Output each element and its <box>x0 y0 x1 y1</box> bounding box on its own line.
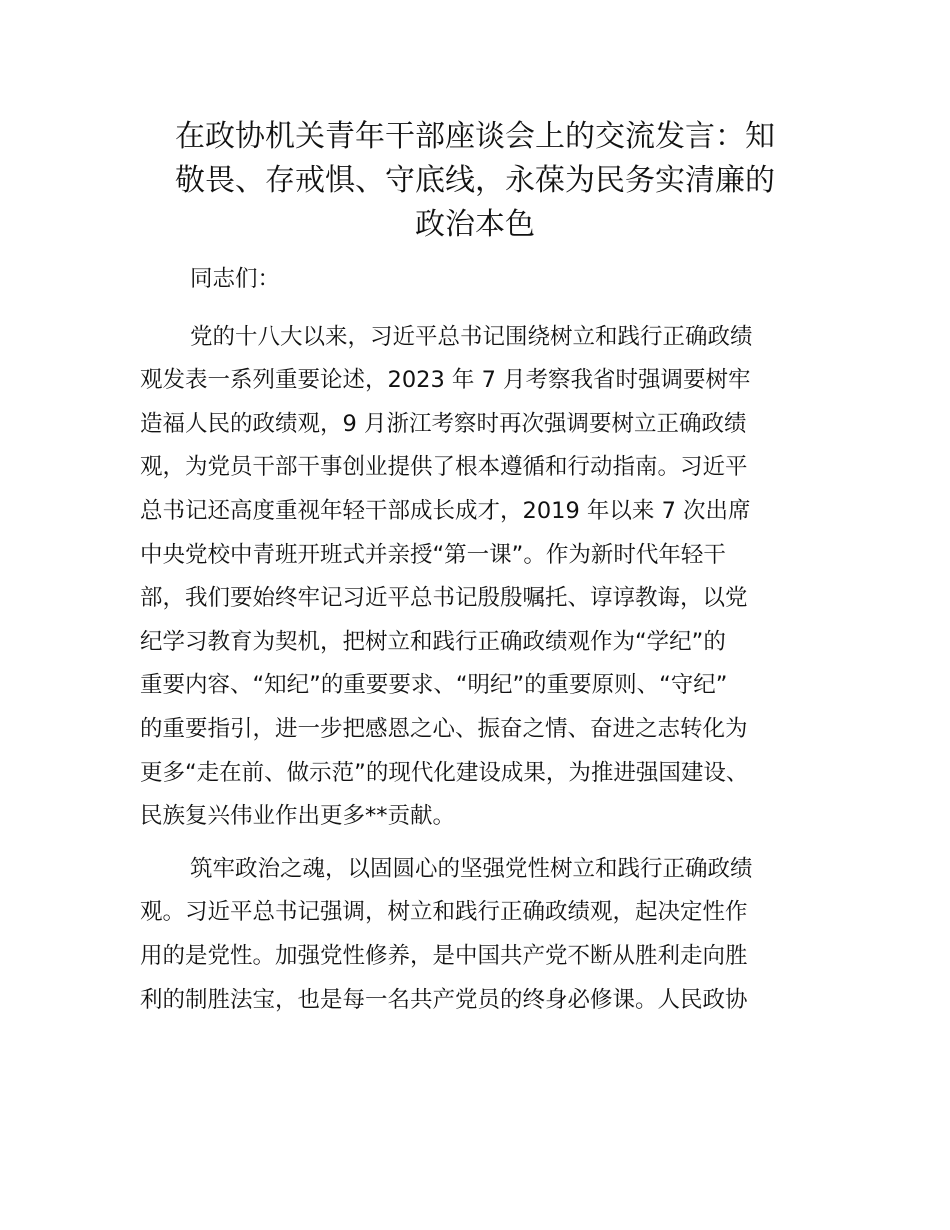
paragraph-line: 重要内容、“知纪”的重要要求、“明纪”的重要原则、“守纪” <box>140 672 728 699</box>
document-title <box>140 115 810 247</box>
title-line: 在政协机关青年干部座谈会上的交流发言：知 <box>175 119 775 154</box>
paragraph-line: 的重要指引，进一步把感恩之心、振奋之情、奋进之志转化为 <box>140 715 748 742</box>
paragraph-line: 民族复兴伟业作出更多**贡献。 <box>140 803 456 830</box>
paragraph-line: 纪学习教育为契机，把树立和践行正确政绩观作为“学纪”的 <box>140 628 726 655</box>
paragraph-2 <box>140 848 820 1022</box>
paragraph-line: 观，为党员干部干事创业提供了根本遵循和行动指南。习近平 <box>140 454 748 481</box>
paragraph-1 <box>140 316 820 839</box>
greeting-line: 同志们： <box>190 266 281 292</box>
paragraph-line: 造福人民的政绩观，9 月浙江考察时再次强调要树立正确政绩 <box>140 410 747 437</box>
paragraph-line: 更多“走在前、做示范”的现代化建设成果，为推进强国建设、 <box>140 759 749 786</box>
title-line: 敬畏、存戒惧、守底线，永葆为民务实清廉的 <box>175 163 775 198</box>
paragraph-line: 党的十八大以来，习近平总书记围绕树立和践行正确政绩 <box>190 323 753 350</box>
paragraph-line: 筑牢政治之魂，以固圆心的坚强党性树立和践行正确政绩 <box>190 855 753 882</box>
paragraph-line: 观发表一系列重要论述，2023 年 7 月考察我省时强调要树牢 <box>140 367 751 394</box>
paragraph-line: 部，我们要始终牢记习近平总书记殷殷嘱托、谆谆教诲，以党 <box>140 585 748 612</box>
document-body <box>140 258 820 1022</box>
greeting <box>140 258 820 302</box>
paragraph-line: 观。习近平总书记强调，树立和践行正确政绩观，起决定性作 <box>140 899 748 926</box>
paragraph-line: 中央党校中青班开班式并亲授“第一课”。作为新时代年轻干 <box>140 541 726 568</box>
paragraph-line: 利的制胜法宝，也是每一名共产党员的终身必修课。人民政协 <box>140 986 748 1013</box>
paragraph-line: 总书记还高度重视年轻干部成长成才，2019 年以来 7 次出席 <box>140 497 751 524</box>
title-line: 政治本色 <box>415 207 535 242</box>
paragraph-line: 用的是党性。加强党性修养，是中国共产党不断从胜利走向胜 <box>140 942 748 969</box>
